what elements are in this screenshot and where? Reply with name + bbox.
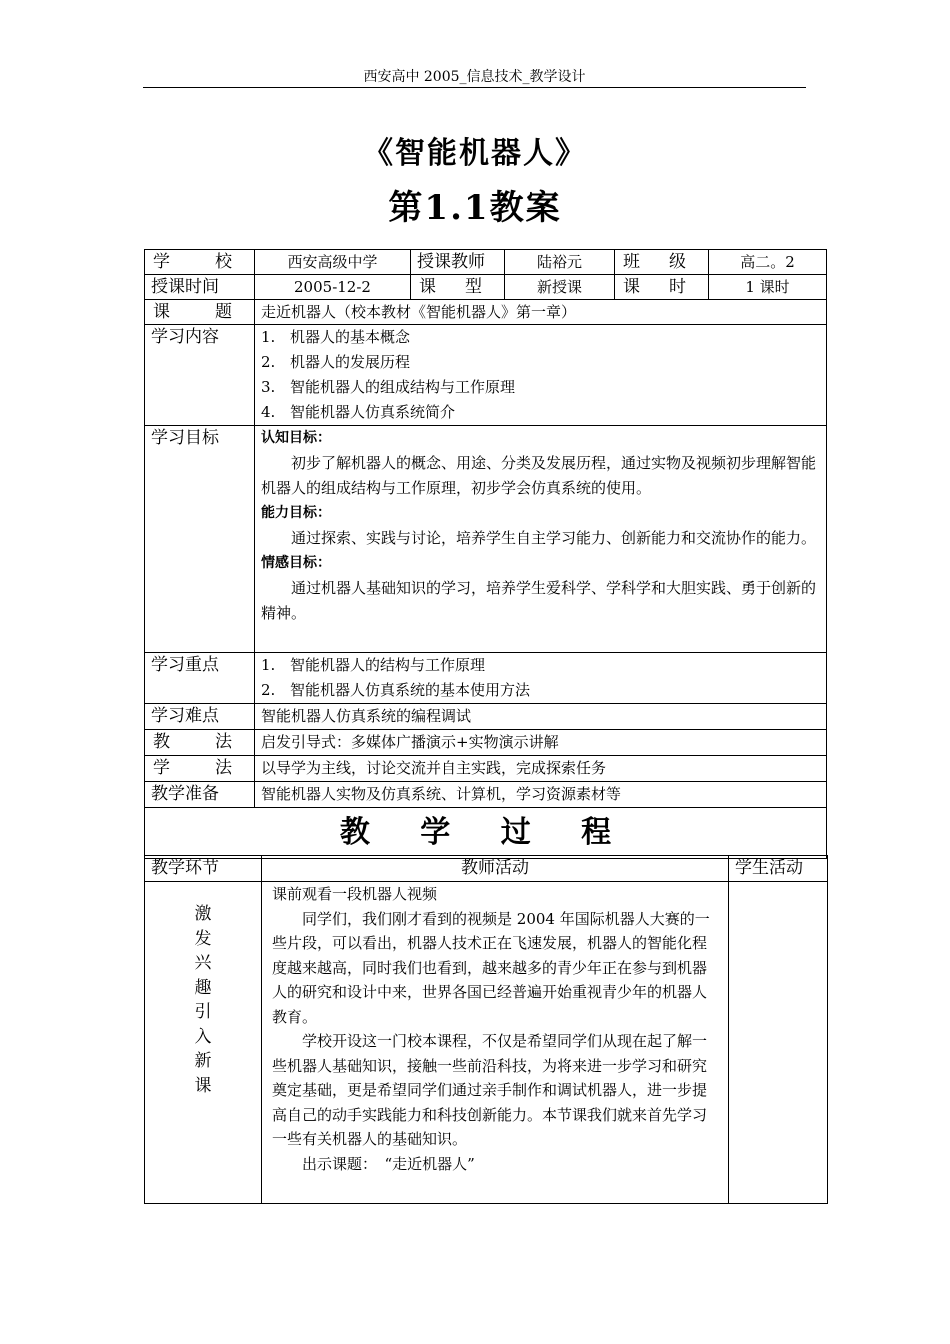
key-list-cell	[255, 653, 827, 704]
list-item: 2. 智能机器人仿真系统的基本使用方法	[261, 681, 531, 699]
hours-value: 1 课时	[709, 275, 827, 300]
hours-label: 课 时	[615, 275, 709, 300]
document-subtitle: 第1.1教案	[388, 188, 562, 228]
info-row-learn-method	[145, 756, 827, 782]
emotion-goal-title: 情感目标：	[261, 555, 331, 571]
list-item: 1. 智能机器人的结构与工作原理	[261, 656, 486, 674]
prep-value: 智能机器人实物及仿真系统、计算机，学习资源素材等	[255, 782, 827, 808]
info-row-content	[145, 325, 827, 426]
list-item: 1. 机器人的基本概念	[261, 328, 411, 346]
teacher-value: 陆裕元	[505, 250, 615, 275]
col-student-header: 学生活动	[729, 856, 828, 882]
teacher-paragraph-3: 出示课题： “走近机器人”	[302, 1154, 475, 1173]
student-activity-cell	[729, 882, 828, 1204]
type-value: 新授课	[505, 275, 615, 300]
ability-goal-text: 通过探索、实践与讨论，培养学生自主学习能力、创新能力和交流协作的能力。	[291, 529, 817, 547]
learn-method-label: 学 法	[145, 756, 255, 782]
class-label: 班 级	[615, 250, 709, 275]
info-row-difficulty	[145, 704, 827, 730]
cognitive-goal-title: 认知目标：	[261, 430, 331, 446]
class-value: 高二。2	[709, 250, 827, 275]
page-header: 西安高中 2005_信息技术_教学设计	[363, 69, 586, 85]
info-row-goals	[145, 426, 827, 653]
time-value: 2005-12-2	[255, 275, 411, 300]
school-label: 学 校	[145, 250, 255, 275]
process-title: 教 学 过 程	[145, 808, 827, 859]
prep-label: 教学准备	[145, 782, 255, 808]
info-row-teach-method	[145, 730, 827, 756]
info-row-key	[145, 653, 827, 704]
teacher-paragraph-2: 学校开设这一门校本课程，不仅是希望同学们从现在起了解一些机器人基础知识，接触一些前沿科技，为将来进一步学习和研究奠定基础，更是希望同学们通过亲手制作和调试机器人，进一步提高自己的动手实践能力和科技创新能力。本节课我们就来首先学习一些有关机器人的基础知识。	[272, 1032, 708, 1148]
info-row-prep	[145, 782, 827, 808]
type-label: 课 型	[411, 275, 505, 300]
process-header-row	[145, 856, 828, 882]
teacher-label: 授课教师	[411, 250, 505, 275]
learn-method-value: 以导学为主线，讨论交流并自主实践，完成探索任务	[255, 756, 827, 782]
difficulty-label: 学习难点	[145, 704, 255, 730]
list-item: 2. 机器人的发展历程	[261, 353, 411, 371]
key-label: 学习重点	[145, 653, 255, 704]
lesson-info-table	[144, 249, 827, 859]
difficulty-value: 智能机器人仿真系统的编程调试	[255, 704, 827, 730]
content-list-cell	[255, 325, 827, 426]
teacher-paragraph-1: 同学们，我们刚才看到的视频是 2004 年国际机器人大赛的一些片段，可以看出，机器人技术正在飞速发展，机器人的智能化程度越来越高，同时我们也看到，越来越多的青少年正在参与到机器人的研究和设计中来，世界各国已经普遍开始重视青少年的机器人教育。	[272, 909, 710, 1026]
process-row	[145, 882, 828, 1204]
process-title-row	[145, 808, 827, 859]
info-row-topic	[145, 300, 827, 325]
teach-method-value: 启发引导式：多媒体广播演示+实物演示讲解	[255, 730, 827, 756]
key-list	[261, 653, 820, 703]
teaching-process-table	[144, 855, 828, 1204]
info-row-time	[145, 275, 827, 300]
stage-name: 激 发 兴 趣 引 入 新 课	[145, 882, 262, 1204]
info-row-school	[145, 250, 827, 275]
document-title: 《智能机器人》	[363, 136, 587, 171]
teacher-intro: 课前观看一段机器人视频	[272, 885, 438, 903]
topic-label: 课 题	[145, 300, 255, 325]
school-value: 西安高级中学	[255, 250, 411, 275]
cognitive-goal-text: 初步了解机器人的概念、用途、分类及发展历程，通过实物及视频初步理解智能机器人的组成结构与工作原理，初步学会仿真系统的使用。	[261, 454, 817, 497]
goals-cell	[255, 426, 827, 653]
content-label: 学习内容	[145, 325, 255, 426]
goals-label: 学习目标	[145, 426, 255, 653]
ability-goal-title: 能力目标：	[261, 505, 331, 521]
teacher-activity-cell	[262, 882, 729, 1204]
header-rule	[143, 87, 806, 88]
list-item: 3. 智能机器人的组成结构与工作原理	[261, 378, 516, 396]
time-label: 授课时间	[145, 275, 255, 300]
content-list	[261, 325, 820, 425]
emotion-goal-text: 通过机器人基础知识的学习，培养学生爱科学、学科学和大胆实践、勇于创新的精神。	[261, 579, 817, 622]
list-item: 4. 智能机器人仿真系统简介	[261, 403, 456, 421]
topic-value: 走近机器人（校本教材《智能机器人》第一章）	[255, 300, 827, 325]
col-teacher-header: 教师活动	[262, 856, 729, 882]
col-stage-header: 教学环节	[145, 856, 262, 882]
teach-method-label: 教 法	[145, 730, 255, 756]
